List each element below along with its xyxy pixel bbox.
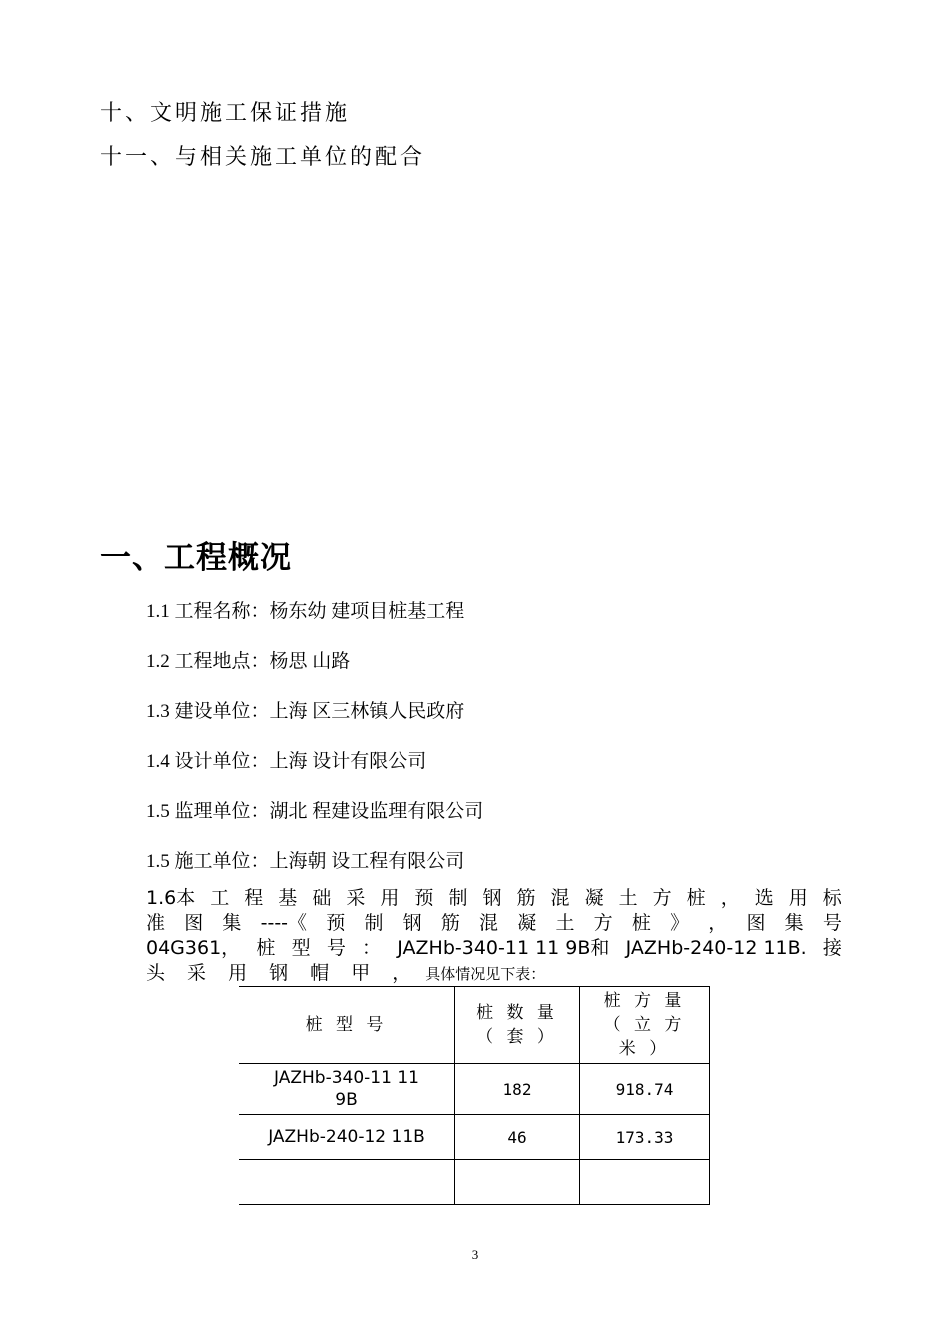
paragraph-word: 凝 [517,912,537,934]
paragraph-word: 用 [380,887,400,909]
paragraph-word: 凝 [584,887,604,909]
pile-table [239,986,710,1205]
toc-entry-10: 十、文明施工保证措施 [100,101,351,126]
paragraph-word: ----《 [260,912,308,934]
paragraph-word: 图 [184,912,204,934]
paragraph-word: 预 [414,887,434,909]
paragraph-word: 图 [746,912,766,934]
paragraph-word: JAZHb-240-12 11B. [625,937,807,959]
paragraph-line-4 [146,961,842,986]
paragraph-word: 选 [754,887,774,909]
cell-pile-volume: 918.74 [580,1064,710,1115]
paragraph-word: 用 [788,887,808,909]
paragraph-word: 1.6本 [146,887,196,909]
paragraph-word: 筋 [516,887,536,909]
paragraph-line-4-note: 具体情况见下表： [425,965,546,983]
cell-pile-count: 46 [455,1115,580,1160]
paragraph-word: ， [708,912,728,934]
paragraph-word: 桩 [631,912,651,934]
paragraph-word: 预 [326,912,346,934]
cell-pile-count: 182 [455,1064,580,1115]
cell-pile-volume [580,1160,710,1205]
info-project-name: 1.1 工程名称：杨东幼 建项目桩基工程 [146,601,465,622]
header-pile-count: 桩 数 量 （ 套 ） [455,987,580,1064]
table-row [239,1064,710,1115]
paragraph-word: 钢 [402,912,422,934]
table-row [239,1115,710,1160]
paragraph-word: 桩 [686,887,706,909]
cell-pile-type [239,1160,455,1205]
paragraph-word: 准 [146,912,166,934]
paragraph-word: 基 [278,887,298,909]
header-pile-volume: 桩 方 量 （ 立 方 米 ） [580,987,710,1064]
paragraph-word: 础 [312,887,332,909]
paragraph-word: 》 [670,912,690,934]
paragraph-word: 集 [222,912,242,934]
info-project-location: 1.2 工程地点：杨思 山路 [146,651,351,672]
paragraph-word: ： [362,937,382,959]
page-number: 3 [471,1247,479,1262]
paragraph-word: 程 [244,887,264,909]
toc-entry-11: 十一、与相关施工单位的配合 [100,145,426,170]
paragraph-word: 土 [618,887,638,909]
paragraph-line-2 [146,911,842,936]
paragraph-word: 制 [364,912,384,934]
paragraph-line-1 [146,886,842,911]
paragraph-word: 钢 [482,887,502,909]
paragraph-word: 型 [291,937,311,959]
info-supervisor: 1.5 监理单位：湖北 程建设监理有限公司 [146,801,484,822]
table-header-row [239,987,710,1064]
cell-pile-type: JAZHb-340-11 11 9B [239,1064,455,1115]
paragraph-line-3 [146,936,842,961]
paragraph-word: 制 [448,887,468,909]
paragraph-word: 工 [210,887,230,909]
paragraph-word: 号 [326,937,346,959]
paragraph-word: 土 [555,912,575,934]
info-client: 1.3 建设单位：上海 区三林镇人民政府 [146,701,465,722]
paragraph-word: 桩 [256,937,276,959]
paragraph-word: 采 [346,887,366,909]
paragraph-word: 混 [550,887,570,909]
paragraph-word: 号 [822,912,842,934]
cell-pile-count [455,1160,580,1205]
paragraph-word: ， [720,887,740,909]
paragraph-word: 标 [822,887,842,909]
paragraph-word: 筋 [440,912,460,934]
info-contractor: 1.5 施工单位：上海朝 设工程有限公司 [146,851,465,872]
paragraph-word: 04G361， [146,937,241,959]
info-designer: 1.4 设计单位：上海 设计有限公司 [146,751,427,772]
paragraph-word: 混 [479,912,499,934]
cell-pile-type: JAZHb-240-12 11B [239,1115,455,1160]
pile-description-paragraph [146,886,842,986]
cell-pile-volume: 173.33 [580,1115,710,1160]
paragraph-word: JAZHb-340-11 11 9B和 [397,937,610,959]
section-heading: 一、工程概况 [100,540,292,576]
table-row [239,1160,710,1205]
paragraph-word: 接 [822,937,842,959]
paragraph-line-4-text: 头 采 用 钢 帽 甲 ， [146,962,420,984]
header-pile-type: 桩 型 号 [239,987,455,1064]
paragraph-word: 集 [784,912,804,934]
paragraph-word: 方 [593,912,613,934]
paragraph-word: 方 [652,887,672,909]
